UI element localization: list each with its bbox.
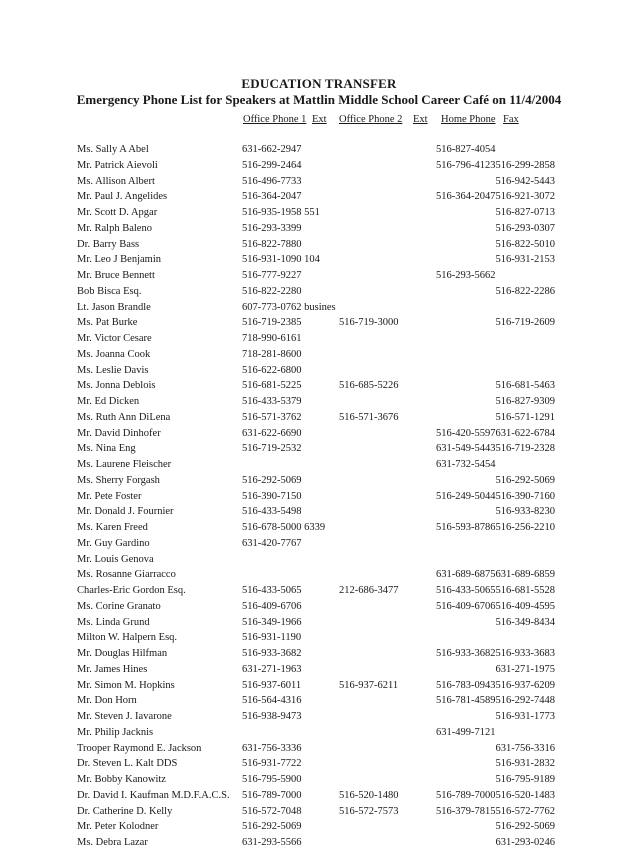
office-phone-2: 516-719-3000	[339, 317, 399, 329]
office-phone-1: 516-719-2385	[242, 317, 302, 329]
contact-name: Milton W. Halpern Esq.	[77, 632, 178, 644]
table-row	[0, 270, 638, 286]
table-row	[0, 774, 638, 790]
table-row	[0, 223, 638, 239]
table-row	[0, 380, 638, 396]
table-row	[0, 412, 638, 428]
table-row	[0, 254, 638, 270]
fax-number: 516-921-3072	[495, 191, 555, 203]
office-phone-1: 516-349-1966	[242, 616, 302, 628]
fax-number: 516-572-7762	[495, 805, 555, 817]
table-row	[0, 317, 638, 333]
office-phone-1: 718-990-6161	[242, 333, 302, 344]
phone-list	[0, 144, 638, 853]
table-row	[0, 695, 638, 711]
header-ext-2: Ext	[413, 114, 428, 125]
office-phone-1: 516-293-3399	[242, 222, 302, 234]
fax-number: 631-689-6859	[495, 569, 555, 581]
home-phone: 516-783-0943	[436, 679, 496, 691]
home-phone: 631-689-6875	[436, 569, 496, 581]
table-row	[0, 207, 638, 223]
fax-number: 516-520-1483	[495, 789, 555, 801]
table-row	[0, 680, 638, 696]
table-row	[0, 191, 638, 207]
contact-name: Ms. Allison Albert	[77, 175, 155, 187]
header-ext-1: Ext	[312, 114, 327, 125]
table-row	[0, 160, 638, 176]
office-phone-1: 516-789-7000	[242, 789, 302, 801]
fax-number: 516-795-9189	[495, 774, 555, 785]
table-row	[0, 664, 638, 680]
contact-name: Mr. Steven J. Iavarone	[77, 711, 172, 722]
contact-name: Dr. Barry Bass	[77, 238, 140, 250]
office-phone-2: 516-520-1480	[339, 789, 399, 801]
table-row	[0, 790, 638, 806]
fax-number: 516-571-1291	[495, 411, 555, 423]
contact-name: Dr. David I. Kaufman M.D.F.A.C.S.	[77, 789, 230, 801]
contact-name: Mr. Ralph Baleno	[77, 222, 152, 234]
table-row	[0, 632, 638, 648]
fax-number: 631-756-3316	[495, 742, 555, 754]
fax-number: 631-622-6784	[495, 427, 555, 439]
office-phone-1: 516-433-5065	[242, 585, 302, 596]
table-row	[0, 601, 638, 617]
table-row	[0, 302, 638, 318]
table-row	[0, 333, 638, 349]
home-phone: 631-499-7121	[436, 726, 496, 738]
table-row	[0, 538, 638, 554]
contact-name: Mr. Louis Genova	[77, 553, 154, 565]
contact-name: Dr. Catherine D. Kelly	[77, 805, 173, 817]
home-phone: 516-420-5597	[436, 427, 496, 439]
contact-name: Mr. Bobby Kanowitz	[77, 774, 166, 785]
fax-number: 516-293-0307	[495, 222, 555, 234]
office-phone-1: 516-433-5379	[242, 396, 302, 407]
fax-number: 516-409-4595	[495, 600, 555, 612]
office-phone-1: 516-433-5498	[242, 506, 302, 518]
contact-name: Mr. Victor Cesare	[77, 333, 152, 344]
table-row	[0, 837, 638, 853]
table-row	[0, 585, 638, 601]
office-phone-2: 516-571-3676	[339, 411, 399, 423]
fax-number: 516-292-7448	[495, 695, 555, 707]
contact-name: Ms. Linda Grund	[77, 616, 150, 628]
contact-name: Mr. Scott D. Apgar	[77, 207, 158, 218]
fax-number: 516-299-2858	[495, 159, 555, 171]
contact-name: Bob Bisca Esq.	[77, 285, 142, 297]
home-phone: 516-433-5065	[436, 585, 496, 596]
table-row	[0, 459, 638, 475]
office-phone-1: 516-572-7048	[242, 805, 302, 817]
office-phone-2: 516-937-6211	[339, 679, 399, 691]
contact-name: Mr. Peter Kolodner	[77, 821, 159, 833]
office-phone-1: 516-678-5000 6339	[242, 522, 326, 533]
office-phone-1: 516-822-2280	[242, 285, 302, 297]
table-row	[0, 617, 638, 633]
contact-name: Lt. Jason Brandle	[77, 301, 151, 313]
contact-name: Mr. Pete Foster	[77, 490, 142, 502]
table-row	[0, 144, 638, 160]
fax-number: 516-931-1773	[495, 711, 555, 722]
header-fax: Fax	[503, 114, 519, 125]
contact-name: Mr. Simon M. Hopkins	[77, 679, 175, 691]
office-phone-1: 631-271-1963	[242, 663, 302, 675]
table-row	[0, 554, 638, 570]
home-phone: 516-379-7815	[436, 805, 496, 817]
home-phone: 516-789-7000	[436, 789, 496, 801]
office-phone-1: 516-299-2464	[242, 159, 302, 171]
office-phone-1: 516-390-7150	[242, 490, 302, 502]
office-phone-1: 516-571-3762	[242, 411, 302, 423]
table-row	[0, 443, 638, 459]
contact-name: Mr. Bruce Bennett	[77, 270, 155, 281]
office-phone-1: 516-935-1958 551	[242, 207, 320, 218]
office-phone-1: 516-622-6800	[242, 364, 302, 376]
fax-number: 631-293-0246	[495, 837, 555, 848]
office-phone-1: 516-681-5225	[242, 380, 302, 392]
contact-name: Mr. Douglas Hilfman	[77, 648, 168, 659]
document-subtitle: Emergency Phone List for Speakers at Mattlin Middle School Career Café on 11/4/2004	[76, 92, 562, 107]
office-phone-1: 631-420-7767	[242, 537, 302, 549]
contact-name: Trooper Raymond E. Jackson	[77, 742, 202, 754]
office-phone-2: 516-685-5226	[339, 380, 399, 392]
table-row	[0, 475, 638, 491]
contact-name: Mr. David Dinhofer	[77, 427, 161, 439]
home-phone: 516-933-3682	[436, 648, 496, 659]
header-home-phone: Home Phone	[441, 114, 496, 125]
home-phone: 516-796-4123	[436, 159, 496, 171]
contact-name: Ms. Sherry Forgash	[77, 474, 160, 486]
fax-number: 516-719-2328	[495, 443, 555, 455]
fax-number: 516-827-9309	[495, 396, 555, 407]
contact-name: Mr. Don Horn	[77, 695, 137, 707]
contact-name: Mr. Guy Gardino	[77, 537, 150, 549]
table-row	[0, 396, 638, 412]
contact-name: Ms. Joanna Cook	[77, 348, 151, 360]
home-phone: 516-409-6706	[436, 600, 496, 612]
table-row	[0, 727, 638, 743]
home-phone: 631-549-5443	[436, 443, 496, 455]
office-phone-1: 516-795-5900	[242, 774, 302, 785]
home-phone: 516-593-8786	[436, 522, 496, 533]
contact-name: Ms. Karen Freed	[77, 522, 148, 533]
office-phone-2: 212-686-3477	[339, 585, 399, 596]
contact-name: Mr. Paul J. Angelides	[77, 191, 168, 203]
office-phone-1: 607-773-0762 busines	[242, 301, 336, 313]
table-row	[0, 806, 638, 822]
office-phone-1: 718-281-8600	[242, 348, 302, 360]
office-phone-1: 516-938-9473	[242, 711, 302, 722]
contact-name: Ms. Sally A Abel	[77, 144, 149, 155]
fax-number: 631-271-1975	[495, 663, 555, 675]
office-phone-1: 516-777-9227	[242, 270, 302, 281]
table-row	[0, 349, 638, 365]
contact-name: Ms. Jonna Deblois	[77, 380, 156, 392]
contact-name: Ms. Leslie Davis	[77, 364, 149, 376]
fax-number: 516-933-3683	[495, 648, 555, 659]
fax-number: 516-292-5069	[495, 474, 555, 486]
contact-name: Ms. Ruth Ann DiLena	[77, 411, 171, 423]
contact-name: Ms. Rosanne Giarracco	[77, 569, 176, 581]
office-phone-1: 516-931-7722	[242, 758, 302, 770]
office-phone-1: 631-293-5566	[242, 837, 302, 848]
office-phone-1: 516-364-2047	[242, 191, 302, 203]
table-row	[0, 743, 638, 759]
home-phone: 516-827-4054	[436, 144, 496, 155]
office-phone-1: 516-937-6011	[242, 679, 302, 691]
table-row	[0, 569, 638, 585]
office-phone-1: 516-564-4316	[242, 695, 302, 707]
home-phone: 516-249-5044	[436, 490, 496, 502]
contact-name: Ms. Corine Granato	[77, 600, 161, 612]
table-row	[0, 286, 638, 302]
office-phone-1: 631-662-2947	[242, 144, 302, 155]
fax-number: 516-349-8434	[495, 616, 555, 628]
fax-number: 516-942-5443	[495, 175, 555, 187]
office-phone-1: 516-719-2532	[242, 443, 302, 455]
contact-name: Mr. Donald J. Fournier	[77, 506, 174, 518]
contact-name: Ms. Laurene Fleischer	[77, 459, 172, 470]
fax-number: 516-937-6209	[495, 679, 555, 691]
fax-number: 516-827-0713	[495, 207, 555, 218]
contact-name: Mr. Philip Jacknis	[77, 726, 154, 738]
table-row	[0, 176, 638, 192]
office-phone-1: 516-292-5069	[242, 821, 302, 833]
header-office-phone-1: Office Phone 1	[243, 114, 307, 125]
fax-number: 516-931-2832	[495, 758, 555, 770]
contact-name: Charles-Eric Gordon Esq.	[77, 585, 186, 596]
contact-name: Mr. James Hines	[77, 663, 148, 675]
document-title: EDUCATION TRANSFER	[241, 76, 397, 91]
fax-number: 516-292-5069	[495, 821, 555, 833]
fax-number: 516-390-7160	[495, 490, 555, 502]
office-phone-1: 516-292-5069	[242, 474, 302, 486]
header-office-phone-2: Office Phone 2	[339, 114, 403, 125]
table-row	[0, 491, 638, 507]
office-phone-2: 516-572-7573	[339, 805, 399, 817]
table-row	[0, 758, 638, 774]
home-phone: 516-293-5662	[436, 270, 496, 281]
contact-name: Mr. Ed Dicken	[77, 396, 140, 407]
contact-name: Ms. Nina Eng	[77, 443, 136, 455]
office-phone-1: 631-622-6690	[242, 427, 302, 439]
table-row	[0, 365, 638, 381]
office-phone-1: 516-931-1090 104	[242, 254, 320, 266]
fax-number: 516-719-2609	[495, 317, 555, 329]
fax-number: 516-822-5010	[495, 238, 555, 250]
home-phone: 516-781-4589	[436, 695, 496, 707]
office-phone-1: 516-931-1190	[242, 632, 302, 644]
home-phone: 631-732-5454	[436, 459, 496, 470]
office-phone-1: 516-409-6706	[242, 600, 302, 612]
contact-name: Mr. Patrick Aievoli	[77, 159, 158, 171]
office-phone-1: 516-933-3682	[242, 648, 302, 659]
table-row	[0, 239, 638, 255]
table-row	[0, 821, 638, 837]
table-row	[0, 506, 638, 522]
office-phone-1: 516-496-7733	[242, 175, 302, 187]
home-phone: 516-364-2047	[436, 191, 496, 203]
office-phone-1: 631-756-3336	[242, 742, 302, 754]
fax-number: 516-681-5463	[495, 380, 555, 392]
fax-number: 516-681-5528	[495, 585, 555, 596]
contact-name: Dr. Steven L. Kalt DDS	[77, 758, 178, 770]
fax-number: 516-933-8230	[495, 506, 555, 518]
table-row	[0, 522, 638, 538]
table-row	[0, 648, 638, 664]
contact-name: Ms. Pat Burke	[77, 317, 138, 329]
fax-number: 516-256-2210	[495, 522, 555, 533]
table-row	[0, 428, 638, 444]
table-row	[0, 711, 638, 727]
office-phone-1: 516-822-7880	[242, 238, 302, 250]
contact-name: Ms. Debra Lazar	[77, 837, 148, 848]
fax-number: 516-822-2286	[495, 285, 555, 297]
fax-number: 516-931-2153	[495, 254, 555, 266]
contact-name: Mr. Leo J Benjamin	[77, 254, 161, 266]
